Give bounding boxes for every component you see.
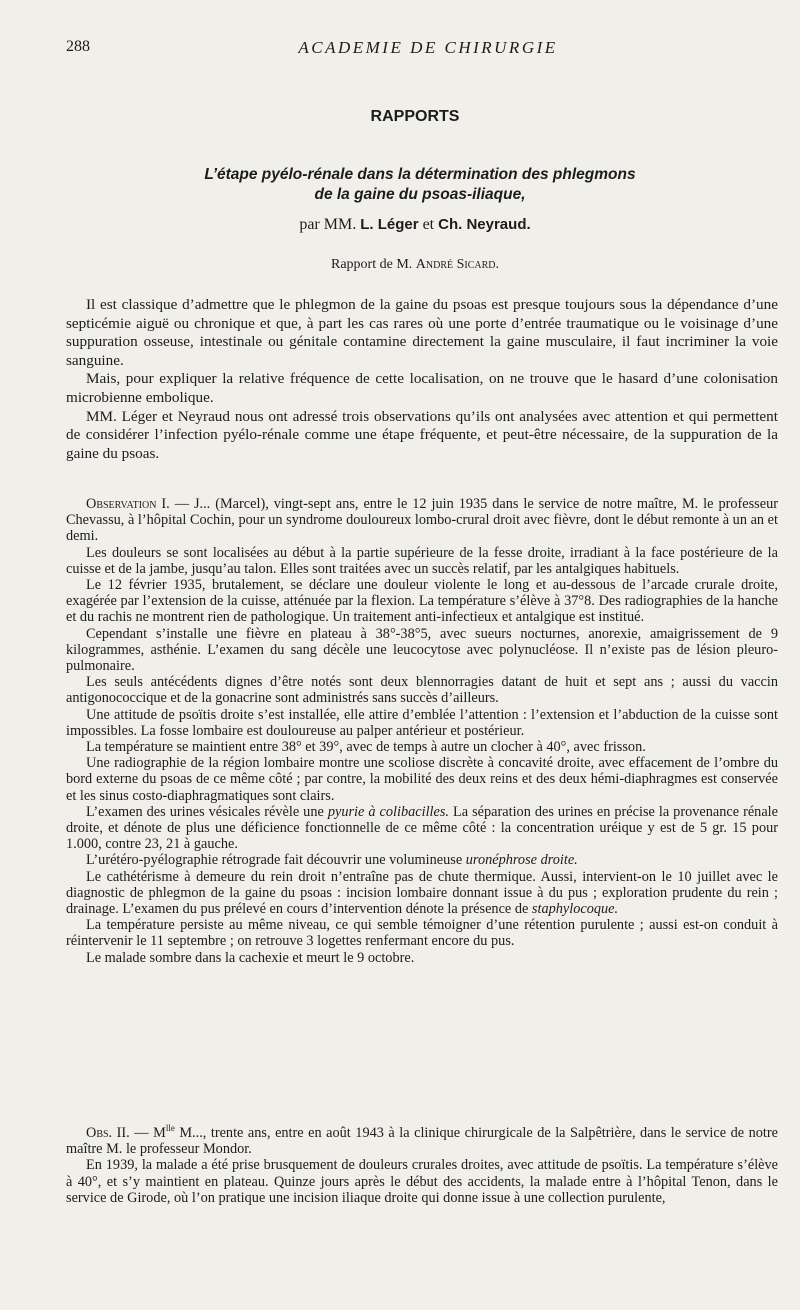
obs1-text: L’examen des urines vésicales révèle une <box>86 803 328 820</box>
section-title: RAPPORTS <box>370 108 460 125</box>
obs1-paragraph: Cependant s’installe une fièvre en plateau à 38°-38°5, avec sueurs nocturnes, anorexie, amaigrissement de 9 kilogrammes, asthénie. L’examen du sang décèle une leucocytose avec polynucléose. Il n’existe pas de lésion pleuro-pulmonaire. <box>66 625 778 675</box>
running-head <box>66 38 760 60</box>
intro-paragraph: MM. Léger et Neyraud nous ont adressé trois observations qu’ils ont analysées avec attention et qui permettent de considérer l’infection pyélo-rénale comme une étape fréquente, et peut-être nécessaire, de la suppuration de la gaine du psoas. <box>66 407 778 462</box>
observation-2 <box>66 1125 778 1206</box>
obs1-paragraph-urine <box>66 804 778 853</box>
obs1-paragraph: Une attitude de psoïtis droite s’est installée, elle attire d’emblée l’attention : l’extension et l’abduction de la cuisse sont impossibles. La fosse lombaire est douloureuse au palper antérieur et postérieur. <box>66 706 778 739</box>
authors-join: et <box>418 216 439 233</box>
obs1-paragraph <box>66 496 778 545</box>
obs1-paragraph: La température persiste au même niveau, ce qui semble témoigner d’une rétention purulente ; aussi est-on conduit à réintervenir le 11 septembre ; on retrouve 3 logettes renfermant encore du pus. <box>66 917 778 950</box>
obs1-paragraph: Une radiographie de la région lombaire montre une scoliose discrète à concavité droite, avec effacement de l’ombre du bord externe du psoas de ce même côté ; par contre, la mobilité des deux reins et des deux hémi-diaphragmes est conservée et les sinus costo-diaphragmatiques sont clairs. <box>66 755 778 804</box>
obs1-paragraph: La température se maintient entre 38° et 39°, avec de temps à autre un clocher à 40°, avec frisson. <box>86 739 646 756</box>
obs1-italic: staphylocoque. <box>531 901 619 918</box>
obs1-label: Observation I. <box>86 496 170 512</box>
obs1-text: La séparation des urines en précise la provenance rénale droite, et dénote de plus une déficience fonctionnelle de ce même côté : la concentration uréique y est de 5 gr. 15 pour 1.000, contre 23, 21 à gauche. <box>66 803 778 853</box>
obs1-paragraph-cath <box>66 869 778 918</box>
obs1-paragraph-uretero <box>66 852 778 868</box>
intro-paragraph: Mais, pour expliquer la relative fréquence de cette localisation, on ne trouve que le hasard d’une colonisation microbienne embolique. <box>66 370 778 406</box>
authors-line <box>0 216 800 234</box>
reporter-prefix: Rapport de M. <box>331 257 416 272</box>
obs1-paragraph: Le 12 février 1935, brutalement, se déclare une douleur violente le long et au-dessous de l’arcade crurale droite, exagérée par l’extension de la cuisse, atténuée par la flexion. La température s’élève à 37°8. Des radiographies de la hanche et du rachis ne montrent rien de pathologique. Un traitement anti-infectieux et antalgique est institué. <box>66 577 778 626</box>
article-title-line-1: L’étape pyélo-rénale dans la détermination des phlegmons <box>204 166 636 183</box>
obs2-mlle-sup: lle <box>165 1123 175 1134</box>
obs2-label: Obs. II. <box>86 1125 130 1141</box>
obs2-paragraph: En 1939, la malade a été prise brusquement de douleurs crurales droites, avec attitude de psoïtis. La température s’élève à 40°, et s’y maintient en plateau. Quinze jours après le début des accidents, la malade entre à l’hôpital Tenon, dans le service de Girode, où l’on pratique une incision iliaque droite qui donne issue à une collection purulente, <box>66 1157 778 1206</box>
authors-prefix: par MM. <box>299 216 361 233</box>
reporter-line <box>0 257 800 273</box>
intro-paragraph: Il est classique d’admettre que le phlegmon de la gaine du psoas est presque toujours sous la dépendance d’une septicémie aiguë ou chronique et que, à part les cas rares où une porte d’entrée traumatique ou le voisinage d’une suppuration osseuse, intestinale ou génitale contamine directement la gaine musculaire, il faut incriminer la voie sanguine. <box>66 296 778 369</box>
obs1-italic: uronéphrose droite. <box>465 852 578 869</box>
obs2-mlle: M <box>153 1125 166 1141</box>
obs1-text: — J... (Marcel), vingt-sept ans, entre le 12 juin 1935 dans le service de notre maître, M. le professeur Chevassu, à l’hôpital Cochin, pour un syndrome douloureux lombo-crural droit avec fièvre, dont le début remonte à un an et demi. <box>66 496 779 545</box>
obs2-paragraph: Obs. II. — $M^{lle}$ M..., trente ans, entre en août 1943 à la clinique chirurgicale de la Salpêtrière, dans le service de notre maître M. le professeur Mondor. <box>66 1123 778 1158</box>
obs1-text: L’urétéro-pyélographie rétrograde fait découvrir une volumineuse <box>86 852 466 869</box>
obs2-text: M..., trente ans, entre en août 1943 à la clinique chirurgicale de la Salpêtrière, dans le service de notre maître M. le professeur Mondor. <box>66 1125 778 1158</box>
obs1-text: Le cathétérisme à demeure du rein droit n’entraîne pas de chute thermique. Aussi, intervient-on le 10 juillet avec le diagnostic de phlegmon de la gaine du psoas : incision lombaire donnant issue à du pus ; exploration prudente du rein ; drainage. L’examen du pus prélevé en cours d’intervention dénote la présence de <box>66 868 778 918</box>
article-title-line-2: de la gaine du psoas-iliaque, <box>314 186 526 203</box>
intro-text <box>66 296 778 463</box>
author-neyraud: Ch. Neyraud. <box>438 216 531 233</box>
obs1-italic: pyurie à colibacilles. <box>327 803 450 820</box>
obs1-paragraph: Les seuls antécédents dignes d’être notés sont deux blennorragies datant de huit et sept ans ; aussi du vaccin antigonococcique et de la gonacrine sont administrés sans succès d’ailleurs. <box>66 674 778 707</box>
article-title <box>120 165 720 205</box>
observation-1 <box>66 496 778 966</box>
obs1-paragraph: Les douleurs se sont localisées au début à la partie supérieure de la fesse droite, irradiant à la face postérieure de la cuisse et de la jambe, jusqu’au talon. Elles sont traitées avec un succès relatif, par les antalgiques habituels. <box>66 544 778 577</box>
reporter-name: André Sicard. <box>415 257 499 272</box>
author-leger: L. Léger <box>360 216 419 233</box>
obs1-paragraph: Le malade sombre dans la cachexie et meurt le 9 octobre. <box>86 949 415 966</box>
journal-title: ACADEMIE DE CHIRURGIE <box>298 38 558 57</box>
page-number: 288 <box>66 38 90 55</box>
